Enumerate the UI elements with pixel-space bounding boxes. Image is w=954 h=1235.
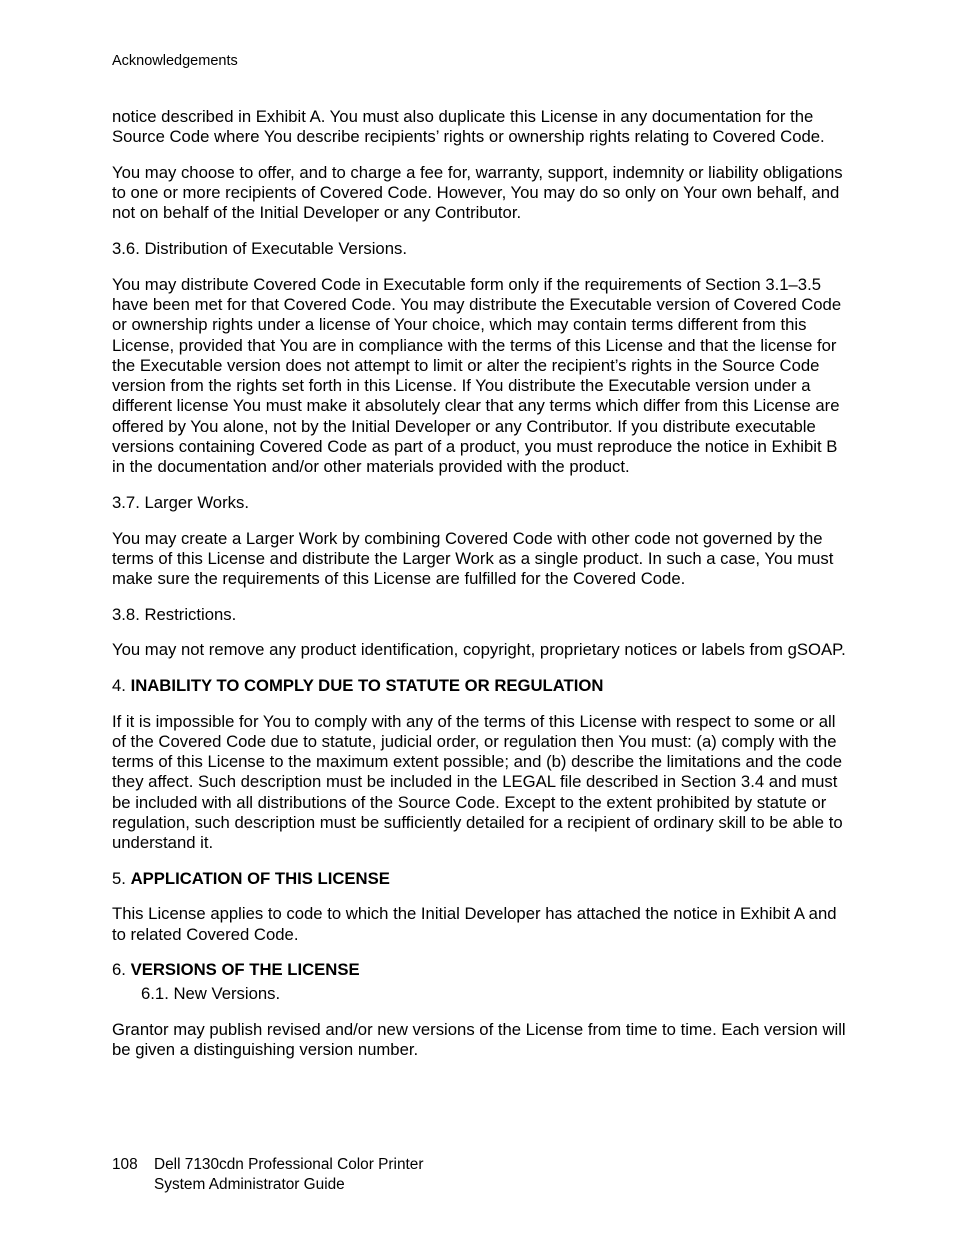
document-body [112, 107, 852, 1076]
page-number: 108 [112, 1156, 138, 1173]
section-heading-5 [112, 869, 852, 889]
paragraph: Grantor may publish revised and/or new versions of the License from time to time. Each version will be given a distinguishing version number. [112, 1019, 846, 1060]
page-footer [112, 1155, 423, 1194]
heading-title: INABILITY TO COMPLY DUE TO STATUTE OR REGULATION [130, 675, 604, 695]
paragraph: You may create a Larger Work by combining Covered Code with other code not governed by the terms of this License and distribute the Larger Work as a single product. In such a case, You must make sure the requirements of this License are fulfilled for the Covered Code. [112, 528, 834, 589]
running-header: Acknowledgements [112, 53, 238, 69]
paragraph: This License applies to code to which the Initial Developer has attached the notice in Exhibit A and to related Covered Code. [112, 904, 837, 944]
section-title-6-1: 6.1. New Versions. [141, 984, 281, 1004]
paragraph: You may choose to offer, and to charge a fee for, warranty, support, indemnity or liability obligations to one or more recipients of Covered Code. However, You may do so only on Your own behalf, and not on behalf of the Initial Developer or any Contributor. [112, 162, 843, 223]
heading-title: APPLICATION OF THIS LICENSE [130, 868, 390, 888]
section-heading-4 [112, 676, 852, 696]
footer-title [154, 1155, 423, 1194]
heading-title: VERSIONS OF THE LICENSE [130, 960, 360, 980]
heading-number: 6. [112, 960, 131, 980]
heading-number: 4. [112, 675, 131, 695]
heading-number: 5. [112, 868, 131, 888]
paragraph: You may distribute Covered Code in Executable form only if the requirements of Section 3.1–3.5 have been met for that Covered Code. You may distribute the Executable version of Covered Code or ownership rights under a license of Your choice, which may contain terms different from this License, provided that You are in compliance with the terms of this License and that the license for the Executable version does not attempt to limit or alter the recipient’s rights in the Source Code version from the rights set forth in this License. If You distribute the Executable version under a different license You must make it absolutely clear that any terms which differ from this License are offered by You alone, not by the Initial Developer or any Contributor. If you distribute executable versions containing Covered Code as part of a product, you must reproduce the notice in Exhibit B in the documentation and/or other materials provided with the product. [112, 274, 842, 477]
paragraph: If it is impossible for You to comply with any of the terms of this License with respect to some or all of the Covered Code due to statute, judicial order, or regulation then You must: (a) comply with the terms of this License to the maximum extent possible; and (b) describe the limitations and the code they affect. Such description must be included in the LEGAL file described in Section 3.4 and must be included with all distributions of the Source Code. Except to the extent prohibited by statute or regulation, such description must be sufficiently detailed for a recipient of ordinary skill to be able to understand it. [112, 711, 843, 853]
section-title-3-8: 3.8. Restrictions. [112, 604, 237, 624]
paragraph: You may not remove any product identification, copyright, proprietary notices or labels from gSOAP. [112, 640, 846, 660]
paragraph: notice described in Exhibit A. You must also duplicate this License in any documentation for the Source Code where You describe recipients’ rights or ownership rights relating to Covered Code. [112, 107, 825, 147]
section-title-3-7: 3.7. Larger Works. [112, 492, 249, 512]
footer-guide-name: System Administrator Guide [154, 1175, 345, 1193]
footer-product-name: Dell 7130cdn Professional Color Printer [154, 1156, 424, 1173]
section-heading-6 [112, 960, 852, 980]
section-title-3-6: 3.6. Distribution of Executable Versions. [112, 239, 407, 259]
